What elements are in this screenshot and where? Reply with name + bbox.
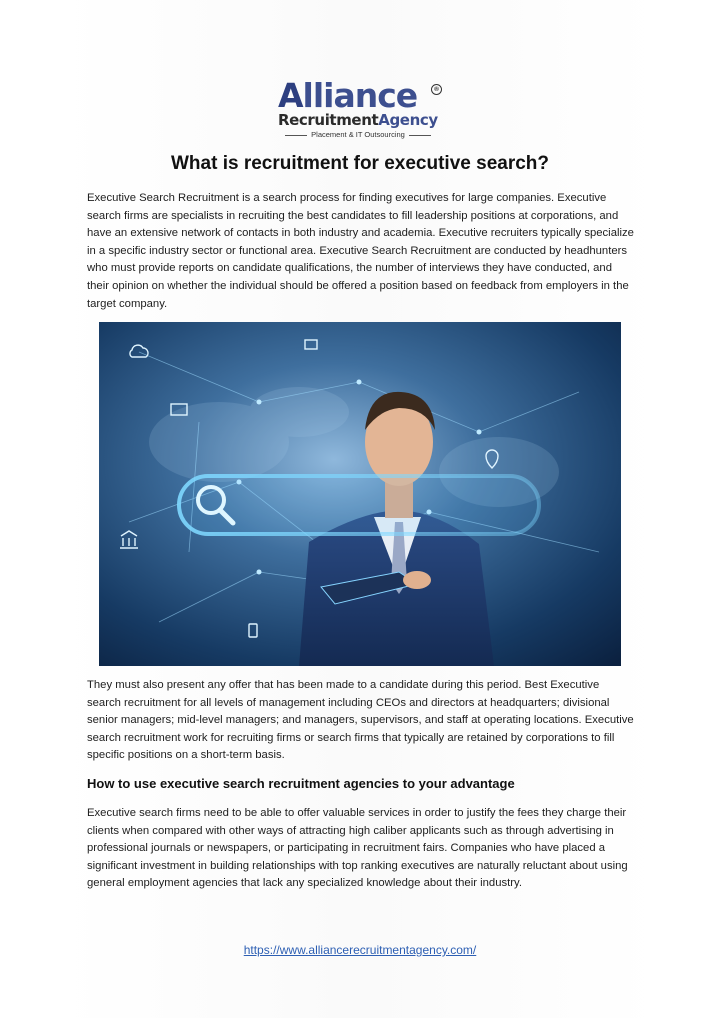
logo-subtitle: RecruitmentAgency (278, 111, 438, 129)
website-link[interactable]: https://www.alliancerecruitmentagency.com/ (243, 943, 477, 957)
search-bar-graphic (179, 476, 539, 534)
alliance-logo[interactable] (270, 78, 450, 142)
registered-mark: ® (431, 84, 442, 95)
executive-search-illustration (99, 322, 621, 666)
logo-tagline: Placement & IT Outsourcing (278, 130, 438, 139)
intro-paragraph: Executive Search Recruitment is a search process for finding executives for large companies. Executive search firms are specialists in recruiting the best candidates to fill leadership positions at corporations, and have an extensive network of contacts in both industry and academia. Executive recruiters typically specialize in a specific industry sector or functional area. Executive Search Recruitment are conducted by headhunters who must provide reports on candidate qualifications, the number of interviews they have conducted, and their opinion on whether the individual should be offered a position based on feedback from employers in the target company. (87, 192, 634, 310)
hero-image (99, 322, 621, 666)
after-image-paragraph: They must also present any offer that has been made to a candidate during this period. Best Executive search recruitment for all levels of management including CEOs and directors at headquarters; divisional senior managers; mid-level managers; and managers, supervisors, and staff at operating locations. Executive search recruitment work for recruiting firms or search firms that typically are retained by corporations to fill specific positions on a short-term basis. (87, 679, 634, 762)
advantage-paragraph: Executive search firms need to be able to offer valuable services in order to justify the fees they charge their clients when compared with other ways of attracting high caliber applicants such as through advertising in professional journals or newspapers, or participating in recruitment fairs. Companies who have placed a significant investment in building relationships with top ranking executives are naturally reluctant about using general employment agencies that lack any specialized knowledge about their industry. (87, 807, 628, 890)
logo-wordmark: Alliance (278, 76, 418, 115)
section-heading: How to use executive search recruitment agencies to your advantage (87, 776, 515, 791)
page-title: What is recruitment for executive search? (170, 153, 549, 174)
